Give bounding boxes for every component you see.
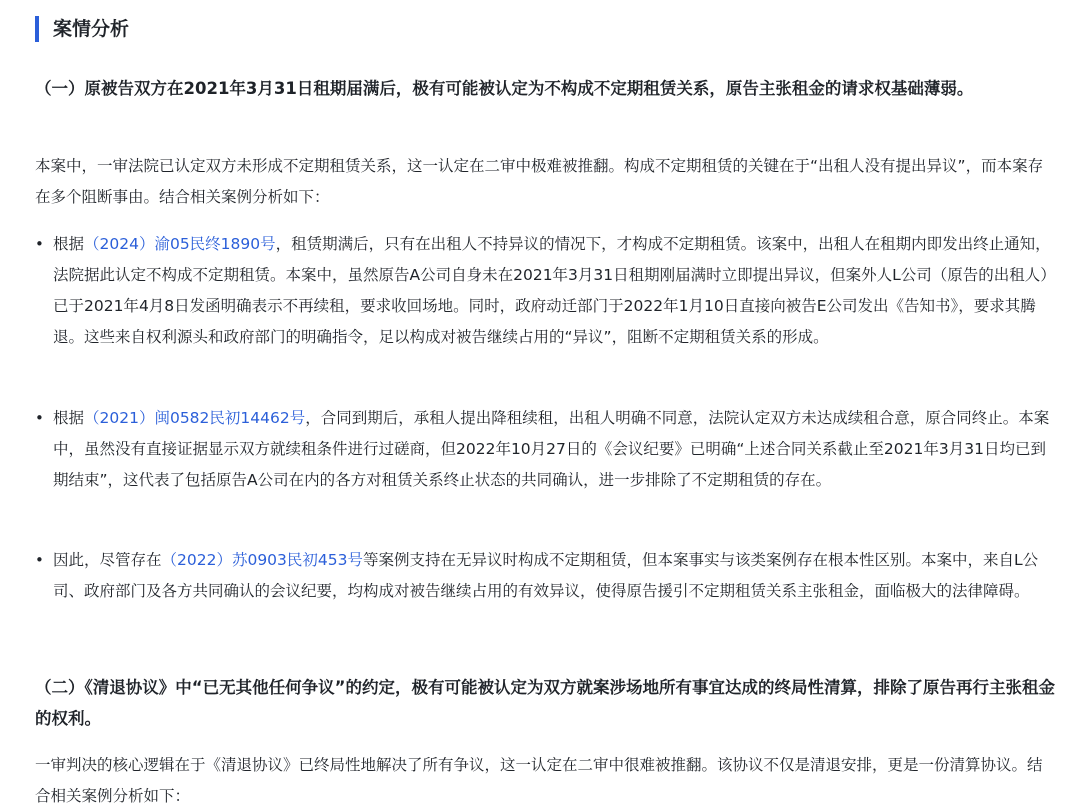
heading-2: （二）《清退协议》中“已无其他任何争议”的约定，极有可能被认定为双方就案涉场地所有事宜达成的终局性清算，排除了原告再行主张租金的权利。 <box>35 678 1055 728</box>
bullet-dot-icon: • <box>35 235 44 253</box>
case-link-2021-min0582[interactable]: （2021）闽0582民初14462号 <box>84 409 306 427</box>
bullet-dot-icon: • <box>35 551 44 569</box>
bullet-text: ，租赁期满后，只有在出租人不持异议的情况下，才构成不定期租赁。该案中，出租人在租期内即发出终止通知，法院据此认定不构成不定期租赁。本案中，虽然原告A公司自身未在2021年3月31日租期刚届满时立即提出异议，但案外人L公司（原告的出租人）已于2021年4月8日发函明确表示不再续租，要求收回场地。同时，政府动迁部门于2022年1月10日直接向被告E公司发出《告知书》，要求其腾退。这些来自权利源头和政府部门的明确指令，足以构成对被告继续占用的“异议”，阻断不定期租赁关系的形成。 <box>53 235 1051 346</box>
bullet-dot-icon: • <box>35 409 44 427</box>
bullet-body <box>53 229 1055 353</box>
section-header <box>35 14 129 44</box>
bullet-item-3 <box>35 545 1055 607</box>
bullet-body <box>53 403 1055 496</box>
bullet-prefix: 根据 <box>53 235 85 253</box>
case-link-2022-su0903[interactable]: （2022）苏0903民初453号 <box>161 551 363 569</box>
bullet-prefix: 根据 <box>53 409 85 427</box>
bullet-text: ，合同到期后，承租人提出降租续租，出租人明确不同意，法院认定双方未达成续租合意，原合同终止。本案中，虽然没有直接证据显示双方就续租条件进行过磋商，但2022年10月27日的《会议纪要》已明确“上述合同关系截止至2021年3月31日均已到期结束”，这代表了包括原告A公司在内的各方对租赁关系终止状态的共同确认，进一步排除了不定期租赁的存在。 <box>53 409 1050 489</box>
section-title: 案情分析 <box>53 18 130 40</box>
bullet-item-2 <box>35 403 1055 496</box>
case-link-2024-yu05[interactable]: （2024）渝05民终1890号 <box>84 235 276 253</box>
bullet-text: 等案例支持在无异议时构成不定期租赁，但本案事实与该类案例存在根本性区别。本案中，来自L公司、政府部门及各方共同确认的会议纪要，均构成对被告继续占用的有效异议，使得原告援引不定期租赁关系主张租金，面临极大的法律障碍。 <box>53 551 1039 600</box>
title-accent-bar <box>35 16 39 42</box>
heading-1: （一）原被告双方在2021年3月31日租期届满后，极有可能被认定为不构成不定期租赁关系，原告主张租金的请求权基础薄弱。 <box>35 79 974 98</box>
bullet-body <box>53 545 1055 607</box>
bullet-prefix: 因此，尽管存在 <box>53 551 162 569</box>
bullet-item-1 <box>35 229 1055 353</box>
paragraph-2: 一审判决的核心逻辑在于《清退协议》已终局性地解决了所有争议，这一认定在二审中很难被推翻。该协议不仅是清退安排，更是一份清算协议。结合相关案例分析如下： <box>35 756 1043 805</box>
paragraph-1: 本案中，一审法院已认定双方未形成不定期租赁关系，这一认定在二审中极难被推翻。构成不定期租赁的关键在于“出租人没有提出异议”，而本案存在多个阻断事由。结合相关案例分析如下： <box>35 157 1044 206</box>
